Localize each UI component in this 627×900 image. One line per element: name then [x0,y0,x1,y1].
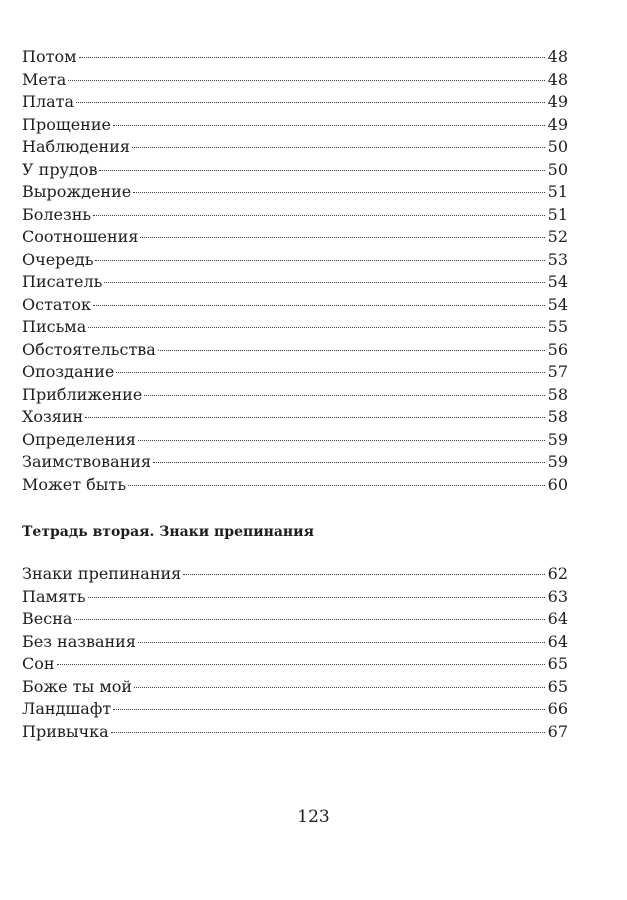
toc-entry [22,451,568,474]
toc-entry [22,384,568,407]
toc-entry-title: Очередь [22,249,94,269]
toc-entry-title: Прощение [22,114,111,134]
toc-entry [22,294,568,317]
toc-entry [22,181,568,204]
toc-entry [22,46,568,69]
toc-entry [22,226,568,249]
toc-entry-page: 59 [547,452,568,471]
toc-entry-page: 55 [547,317,568,336]
toc-entry-title: Хозяин [22,407,84,426]
toc-entry-page: 60 [547,474,568,494]
toc-entry-title: Наблюдения [22,137,130,156]
toc-list-part-one [22,46,568,496]
toc-entry-page: 57 [547,362,568,381]
toc-entry-page: 63 [547,586,568,606]
toc-dot-leader [158,350,545,351]
toc-entry-title: Обстоятельства [22,339,156,359]
toc-entry-title: У прудов [22,159,98,179]
toc-entry [22,91,568,114]
toc-entry-page: 58 [547,407,568,426]
toc-entry-title: Заимствования [22,452,152,471]
toc-entry [22,608,568,631]
toc-entry [22,271,568,294]
toc-entry-title: Весна [22,609,73,628]
toc-entry [22,698,568,721]
toc-entry-page: 53 [547,249,568,269]
toc-dot-leader [79,57,545,58]
toc-entry [22,136,568,159]
toc-dot-leader [68,80,544,81]
toc-dot-leader [88,327,544,328]
toc-entry [22,586,568,609]
toc-entry-page: 52 [547,227,568,246]
toc-entry [22,114,568,137]
toc-dot-leader [133,192,544,193]
toc-entry-page: 59 [547,429,568,449]
toc-entry [22,406,568,429]
toc-dot-leader [183,574,544,575]
toc-entry [22,429,568,452]
toc-dot-leader [74,619,544,620]
toc-dot-leader [95,260,544,261]
toc-dot-leader [104,282,544,283]
toc-entry [22,204,568,227]
toc-entry-title: Остаток [22,294,91,314]
toc-dot-leader [76,102,545,103]
toc-dot-leader [140,237,544,238]
toc-entry-page: 51 [547,204,568,224]
toc-entry [22,631,568,654]
toc-entry-page: 66 [547,699,568,718]
toc-dot-leader [138,642,545,643]
toc-entry-page: 58 [547,384,568,404]
toc-entry-title: Приближение [22,384,143,404]
toc-entry-title: Ландшафт [22,699,112,718]
toc-dot-leader [93,305,545,306]
toc-entry-page: 67 [547,721,568,741]
toc-entry [22,249,568,272]
toc-entry [22,316,568,339]
toc-dot-leader [57,664,545,665]
toc-entry-page: 54 [547,294,568,314]
toc-dot-leader [144,395,544,396]
section-heading: Тетрадь вторая. Знаки препинания [22,524,314,540]
toc-entry-title: Память [22,586,86,606]
toc-dot-leader [138,440,545,441]
toc-entry-page: 64 [547,631,568,651]
toc-entry [22,653,568,676]
toc-entry-page: 51 [547,182,568,201]
toc-dot-leader [85,417,544,418]
toc-entry-page: 49 [547,114,568,134]
toc-entry-title: Мета [22,69,67,89]
toc-entry-page: 54 [547,272,568,291]
toc-entry-page: 64 [547,609,568,628]
toc-dot-leader [153,462,545,463]
toc-entry-title: Вырождение [22,182,132,201]
toc-entry-title: Потом [22,47,77,66]
toc-entry-page: 48 [547,69,568,89]
toc-entry [22,676,568,699]
toc-entry [22,339,568,362]
toc-dot-leader [113,709,544,710]
toc-entry [22,721,568,744]
toc-entry-page: 49 [547,92,568,111]
page-number: 123 [297,807,330,827]
toc-entry-title: Болезнь [22,204,92,224]
toc-dot-leader [88,597,545,598]
toc-entry-title: Может быть [22,474,127,494]
toc-dot-leader [132,147,545,148]
toc-entry-title: Привычка [22,721,109,741]
toc-entry-title: Писатель [22,272,103,291]
toc-entry [22,361,568,384]
toc-entry-page: 65 [547,654,568,673]
toc-entry-title: Боже ты мой [22,676,133,696]
toc-entry-title: Определения [22,429,136,449]
toc-entry-title: Опоздание [22,362,115,381]
toc-entry-title: Плата [22,92,75,111]
toc-entry [22,563,568,586]
toc-entry-page: 50 [547,137,568,156]
toc-dot-leader [128,485,545,486]
toc-entry-page: 48 [547,47,568,66]
toc-dot-leader [111,732,545,733]
toc-entry [22,474,568,497]
toc-entry [22,159,568,182]
toc-entry-page: 50 [547,159,568,179]
toc-dot-leader [116,372,544,373]
toc-entry-title: Письма [22,317,87,336]
toc-dot-leader [99,170,544,171]
toc-entry-page: 56 [547,339,568,359]
toc-entry-title: Без названия [22,631,136,651]
toc-entry-page: 62 [547,564,568,583]
toc-entry-title: Соотношения [22,227,139,246]
toc-entry [22,69,568,92]
toc-dot-leader [134,687,545,688]
toc-entry-title: Сон [22,654,55,673]
toc-dot-leader [113,125,545,126]
toc-list-part-two [22,563,568,743]
toc-entry-page: 65 [547,676,568,696]
toc-dot-leader [93,215,545,216]
toc-entry-title: Знаки препинания [22,564,182,583]
